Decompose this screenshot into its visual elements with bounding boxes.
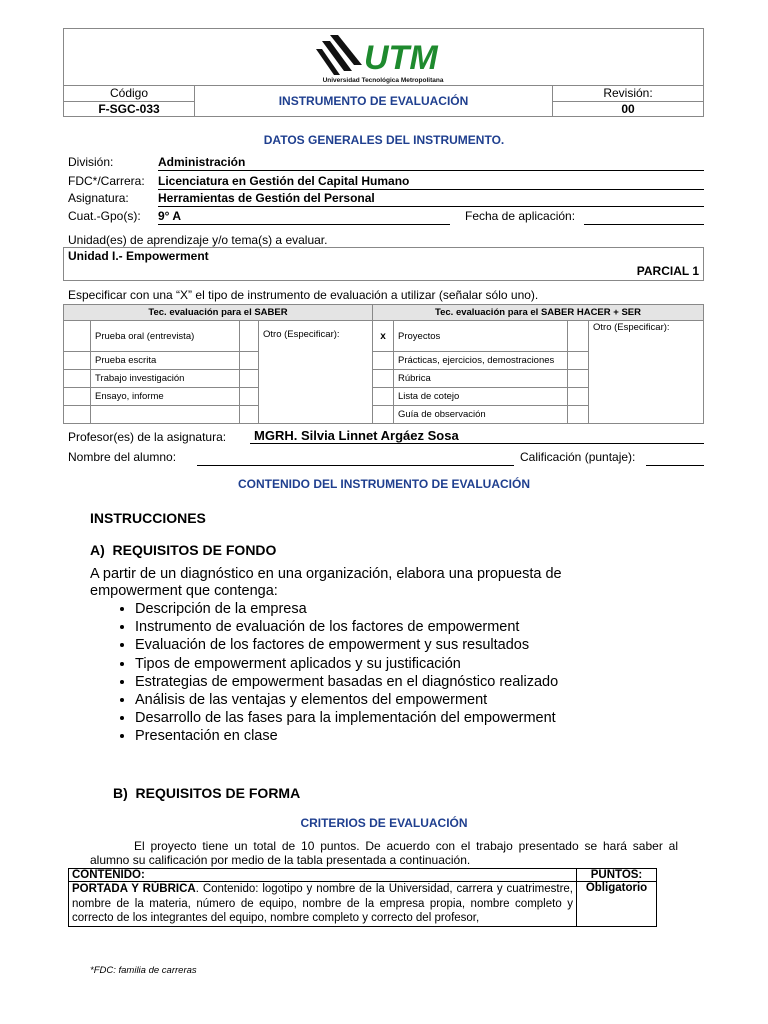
saber-item-3: Ensayo, informe — [91, 388, 240, 406]
hacer-check-2[interactable] — [373, 370, 394, 388]
saber-check-spacer — [240, 406, 259, 424]
codigo-value: F-SGC-033 — [98, 102, 160, 116]
university-logo — [64, 29, 703, 85]
division-label: División: — [68, 155, 114, 169]
codigo-label: Código — [109, 86, 149, 100]
list-item: • Desarrollo de las fases para la implementación del empowerment — [135, 709, 558, 727]
revision-label: Revisión: — [603, 86, 653, 100]
contenido-header: CONTENIDO: — [69, 869, 577, 882]
saber-check-spacer — [240, 388, 259, 406]
saber-otro-check[interactable] — [240, 321, 259, 352]
instrucciones-heading: INSTRUCCIONES — [90, 510, 206, 526]
row-points: Obligatorio — [577, 882, 657, 927]
profesor-value: MGRH. Silvia Linnet Argáez Sosa — [250, 428, 704, 444]
unidad-label: Unidad(es) de aprendizaje y/o tema(s) a evaluar. — [68, 233, 328, 247]
division-value: Administración — [158, 155, 704, 171]
calificacion-label: Calificación (puntaje): — [520, 450, 636, 464]
hacer-check-0[interactable]: x — [373, 321, 394, 352]
document-header — [63, 28, 704, 117]
saber-check-spacer — [240, 352, 259, 370]
list-item: • Evaluación de los factores de empowerment y sus resultados — [135, 636, 558, 654]
codigo-cell — [64, 86, 195, 117]
list-item: • Descripción de la empresa — [135, 600, 558, 618]
cuat-label: Cuat.-Gpo(s): — [68, 209, 141, 223]
list-item: • Análisis de las ventajas y elementos del empowerment — [135, 691, 558, 709]
fecha-label: Fecha de aplicación: — [465, 209, 576, 223]
saber-item-0: Prueba oral (entrevista) — [91, 321, 240, 352]
calificacion-field[interactable] — [646, 465, 704, 466]
document-title: INSTRUMENTO DE EVALUACIÓN — [278, 94, 469, 108]
especificar-text: Especificar con una “X” el tipo de instrumento de evaluación a utilizar (señalar sólo uno). — [68, 288, 539, 302]
alumno-label: Nombre del alumno: — [68, 450, 177, 464]
list-item: • Tipos de empowerment aplicados y su justificación — [135, 655, 558, 673]
utm-logo-icon — [64, 29, 703, 85]
hacer-item-1: Prácticas, ejercicios, demostraciones — [394, 352, 568, 370]
row-text: . Contenido: logotipo y nombre de la Universidad, carrera y cuatrimestre, nombre de la materia, número de equipo, nombre de la empresa propia, nombre completo y correcto de los integrantes del equipo, nombre completo y correcto del profesor, — [72, 883, 573, 924]
content-section-title: CONTENIDO DEL INSTRUMENTO DE EVALUACIÓN — [237, 477, 530, 491]
carrera-label: FDC*/Carrera: — [68, 174, 145, 188]
university-name: Universidad Tecnológica Metropolitana — [322, 77, 444, 84]
hacer-item-3: Lista de cotejo — [394, 388, 568, 406]
hacer-check-spacer — [568, 370, 589, 388]
hacer-otro-check[interactable] — [568, 321, 589, 352]
req-forma-heading: B) REQUISITOS DE FORMA — [113, 785, 301, 801]
asignatura-label: Asignatura: — [68, 191, 129, 205]
puntos-header: PUNTOS: — [577, 869, 657, 882]
hacer-otro-label: Otro (Especificar): — [589, 321, 704, 424]
logo-text: UTM — [364, 39, 438, 77]
general-section-title: DATOS GENERALES DEL INSTRUMENTO. — [263, 133, 505, 147]
saber-check-spacer — [240, 370, 259, 388]
criteria-row-portada — [69, 882, 577, 927]
profesor-label: Profesor(es) de la asignatura: — [68, 430, 227, 444]
hacer-check-spacer — [568, 406, 589, 424]
list-item: • Estrategias de empowerment basadas en el diagnóstico realizado — [135, 673, 558, 691]
criteria-table — [68, 868, 657, 927]
intro-paragraph: A partir de un diagnóstico en una organización, elabora una propuesta de empowerment que contenga: — [90, 566, 562, 599]
footnote: *FDC: familia de carreras — [90, 965, 197, 976]
saber-item-2: Trabajo investigación — [91, 370, 240, 388]
list-item: • Instrumento de evaluación de los factores de empowerment — [135, 618, 558, 636]
header-row — [64, 85, 703, 117]
requirements-list — [113, 600, 558, 746]
revision-value: 00 — [621, 102, 635, 116]
hacer-item-0: Proyectos — [394, 321, 568, 352]
saber-check-2[interactable] — [64, 370, 91, 388]
hacer-item-2: Rúbrica — [394, 370, 568, 388]
row-title: PORTADA Y RÚBRICA — [72, 883, 196, 895]
saber-otro-label: Otro (Especificar): — [259, 321, 373, 424]
hacer-item-4: Guía de observación — [394, 406, 568, 424]
alumno-field[interactable] — [197, 465, 514, 466]
saber-item-4 — [91, 406, 240, 424]
hacer-check-3[interactable] — [373, 388, 394, 406]
hacer-check-spacer — [568, 388, 589, 406]
saber-header: Tec. evaluación para el SABER — [64, 305, 373, 321]
list-item: • Presentación en clase — [135, 727, 558, 745]
criterios-paragraph: El proyecto tiene un total de 10 puntos. De acuerdo con el trabajo presentado se hará saber al alumno su calificación por medio de la tabla presentada a continuación. — [90, 839, 678, 867]
carrera-value: Licenciatura en Gestión del Capital Humano — [158, 174, 704, 190]
unidad-box — [63, 247, 704, 281]
saber-check-1[interactable] — [64, 352, 91, 370]
hacer-check-1[interactable] — [373, 352, 394, 370]
hacer-check-4[interactable] — [373, 406, 394, 424]
criterios-title: CRITERIOS DE EVALUACIÓN — [300, 816, 468, 830]
asignatura-value: Herramientas de Gestión del Personal — [158, 191, 704, 207]
saber-item-1: Prueba escrita — [91, 352, 240, 370]
parcial-label: PARCIAL 1 — [636, 264, 699, 278]
req-fondo-heading: A) REQUISITOS DE FONDO — [90, 542, 277, 558]
unidad-value: Unidad I.- Empowerment — [68, 249, 209, 263]
revision-cell — [552, 86, 703, 117]
hacer-header: Tec. evaluación para el SABER HACER + SER — [373, 305, 704, 321]
saber-check-4[interactable] — [64, 406, 91, 424]
saber-check-0[interactable] — [64, 321, 91, 352]
fecha-field[interactable] — [584, 224, 704, 225]
evaluation-type-table — [63, 304, 704, 424]
hacer-check-spacer — [568, 352, 589, 370]
saber-check-3[interactable] — [64, 388, 91, 406]
cuat-value: 9° A — [158, 209, 450, 225]
